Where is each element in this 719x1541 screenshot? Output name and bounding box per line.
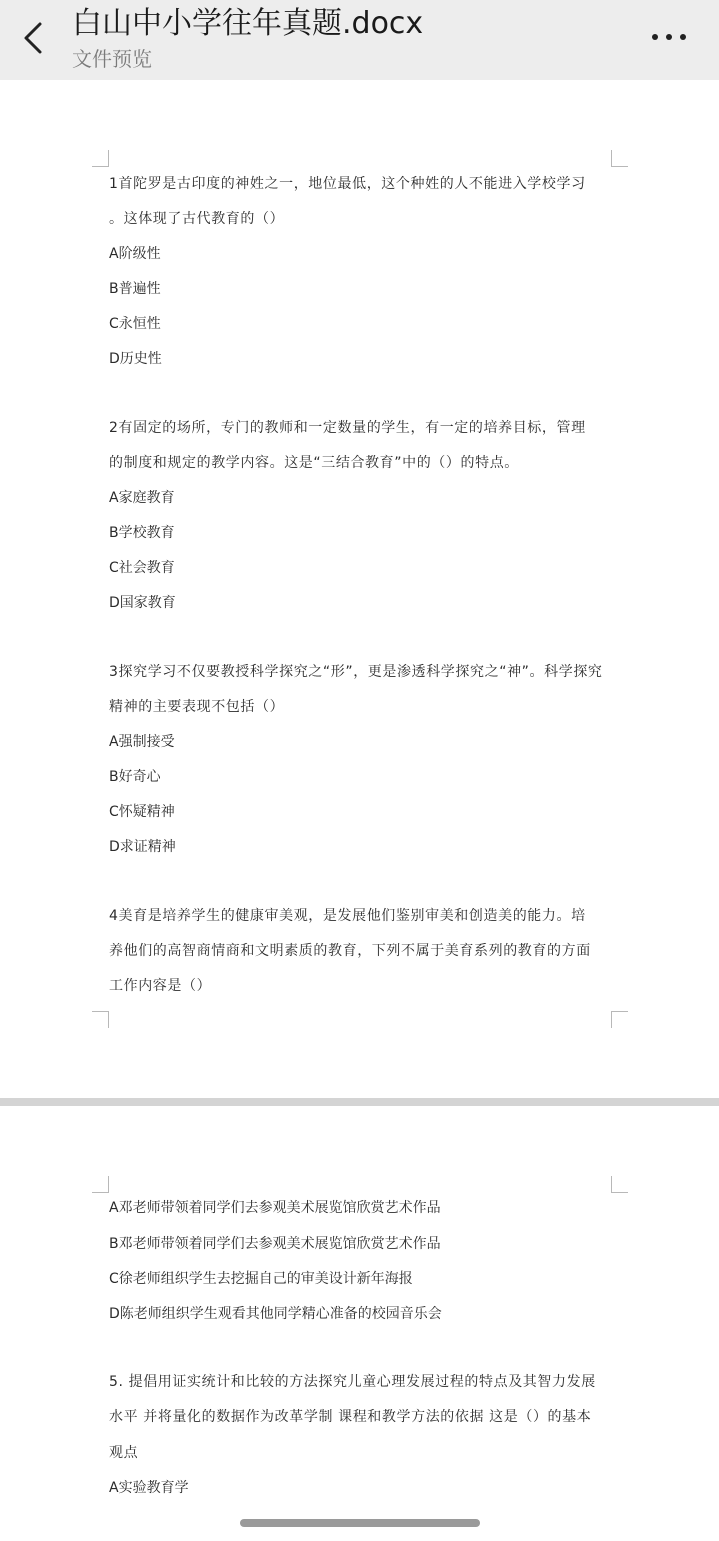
page-corner-mark — [92, 1176, 109, 1193]
question-3-option: D求证精神 — [109, 839, 176, 855]
chevron-left-icon — [18, 18, 54, 58]
question-3-line-2: 精神的主要表现不包括（） — [109, 699, 285, 715]
question-4-option: B邓老师带领着同学们去参观美术展览馆欣赏艺术作品 — [109, 1236, 441, 1252]
question-2-line-1: 2有固定的场所，专门的教师和一定数量的学生，有一定的培养目标，管理 — [109, 420, 586, 436]
more-dots-icon — [644, 22, 694, 52]
question-3-option: B好奇心 — [109, 769, 161, 785]
question-1-option: B普遍性 — [109, 281, 161, 297]
page-corner-mark — [92, 1011, 109, 1028]
question-4-option: D陈老师组织学生观看其他同学精心准备的校园音乐会 — [109, 1306, 442, 1322]
question-3-line-1: 3探究学习不仅要教授科学探究之“形”，更是渗透科学探究之“神”。科学探究 — [109, 664, 603, 680]
page-separator — [0, 1098, 719, 1106]
file-subtitle: 文件预览 — [72, 47, 152, 71]
more-button[interactable] — [644, 22, 694, 52]
question-5-line-2: 水平 并将量化的数据作为改革学制 课程和教学方法的依据 这是（）的基本 — [109, 1409, 592, 1425]
question-1-option: C永恒性 — [109, 316, 161, 332]
page-corner-mark — [611, 1011, 628, 1028]
question-1-option: D历史性 — [109, 351, 162, 367]
question-1-line-2: 。这体现了古代教育的（） — [109, 211, 285, 227]
question-4-line-3: 工作内容是（） — [109, 978, 212, 994]
question-2-option: A家庭教育 — [109, 490, 175, 506]
question-2-line-2: 的制度和规定的教学内容。这是“三结合教育”中的（）的特点。 — [109, 455, 519, 471]
home-indicator[interactable] — [240, 1519, 480, 1527]
question-4-line-1: 4美育是培养学生的健康审美观，是发展他们鉴别审美和创造美的能力。培 — [109, 908, 586, 924]
question-2-option: D国家教育 — [109, 595, 176, 611]
back-button[interactable] — [18, 18, 54, 58]
question-1-line-1: 1首陀罗是古印度的神姓之一，地位最低，这个种姓的人不能进入学校学习 — [109, 176, 586, 192]
question-5-option: A实验教育学 — [109, 1480, 189, 1496]
question-5-line-3: 观点 — [109, 1445, 139, 1461]
file-title: 白山中小学往年真题.docx — [72, 6, 424, 41]
page-corner-mark — [611, 150, 628, 167]
question-3-option: A强制接受 — [109, 734, 175, 750]
page-corner-mark — [611, 1176, 628, 1193]
question-4-option: C徐老师组织学生去挖掘自己的审美设计新年海报 — [109, 1271, 413, 1287]
question-2-option: C社会教育 — [109, 560, 175, 576]
question-4-option: A邓老师带领着同学们去参观美术展览馆欣赏艺术作品 — [109, 1200, 441, 1216]
question-3-option: C怀疑精神 — [109, 804, 175, 820]
top-bar — [0, 0, 719, 80]
page-corner-mark — [92, 150, 109, 167]
question-5-line-1: 5. 提倡用证实统计和比较的方法探究儿童心理发展过程的特点及其智力发展 — [109, 1374, 596, 1390]
question-1-option: A阶级性 — [109, 246, 161, 262]
question-2-option: B学校教育 — [109, 525, 175, 541]
question-4-line-2: 养他们的高智商情商和文明素质的教育，下列不属于美育系列的教育的方面 — [109, 943, 591, 959]
